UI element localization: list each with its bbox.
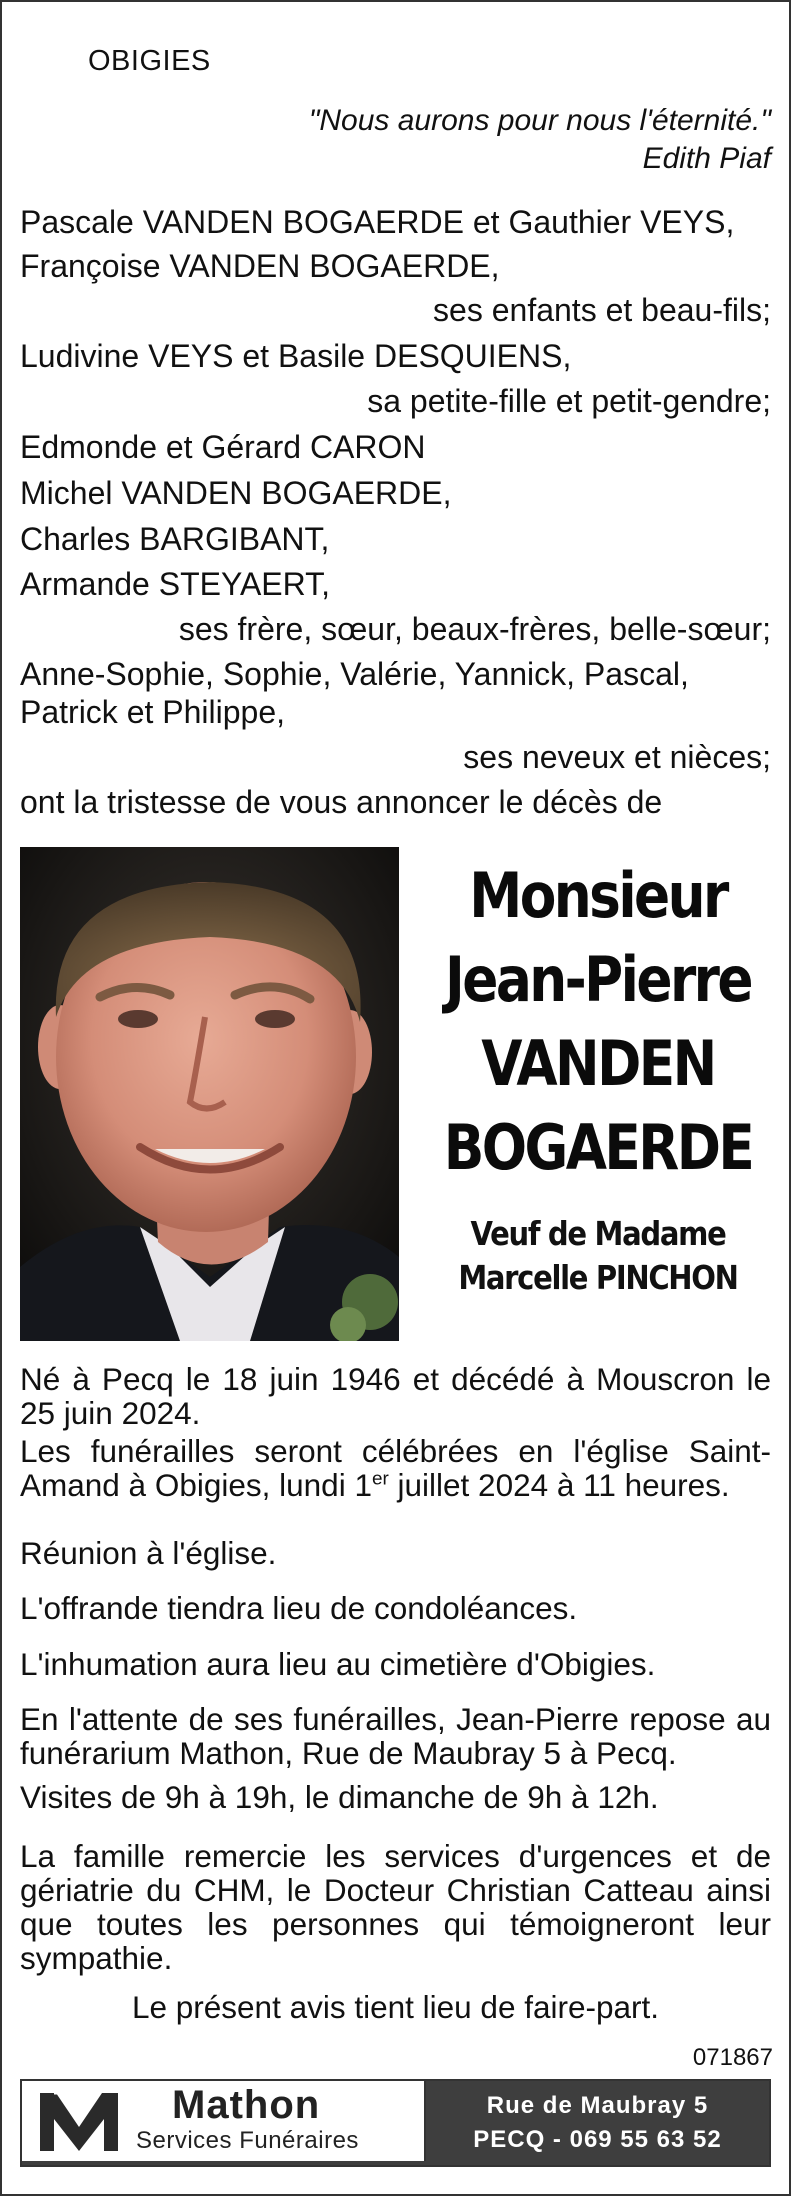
family-line: Anne-Sophie, Sophie, Valérie, Yannick, Pascal, [20, 656, 689, 692]
family-line: Patrick et Philippe, [20, 694, 286, 730]
quote-block [309, 102, 771, 178]
offering-paragraph: L'offrande tiendra lieu de condoléances. [20, 1590, 578, 1626]
thanks-paragraph: La famille remercie les services d'urgences et de gériatrie du CHM, le Docteur Christian Catteau ainsi que toutes les personnes qui témoigneront leur sympathie. [20, 1838, 771, 1976]
quote-text: "Nous aurons pour nous l'éternité." [308, 104, 771, 137]
funeral-home-banner [20, 2079, 771, 2167]
funeral-text-end: juillet 2024 à 11 heures. [388, 1467, 730, 1503]
funeral-superscript: er [371, 1468, 389, 1490]
widower-note [418, 1212, 778, 1300]
city-phone-line: PECQ - 069 55 63 52 [473, 2126, 722, 2153]
widower-line-1: Veuf de Madame [470, 1214, 726, 1253]
family-line: Pascale VANDEN BOGAERDE et Gauthier VEYS, [20, 204, 735, 240]
birth-death-paragraph: Né à Pecq le 18 juin 1946 et décédé à Mouscron le 25 juin 2024. [20, 1361, 771, 1431]
relation-line: ses enfants et beau-fils; [433, 292, 771, 328]
funeral-text: Les funérailles seront célébrées en l'église Saint-Amand à Obigies, lundi 1 [20, 1433, 771, 1503]
family-line: Michel VANDEN BOGAERDE, [20, 475, 452, 511]
quote-author: Edith Piaf [642, 142, 771, 175]
relation-line: sa petite-fille et petit-gendre; [367, 383, 771, 419]
widower-line-2: Marcelle PINCHON [458, 1258, 738, 1297]
m-logo-icon [34, 2089, 124, 2153]
funeral-home-logo [22, 2081, 426, 2161]
relation-line: ses neveux et nièces; [463, 739, 771, 775]
portrait-photo [20, 847, 399, 1341]
name-title: Monsieur [469, 859, 727, 932]
address-line: Rue de Maubray 5 [486, 2092, 709, 2119]
name-first: Jean-Pierre [445, 943, 751, 1016]
town-name: OBIGIES [88, 45, 211, 77]
reunion-paragraph: Réunion à l'église. [20, 1535, 277, 1571]
rest-paragraph: En l'attente de ses funérailles, Jean-Pierre repose au funérarium Mathon, Rue de Maubray 5 à Pecq. [20, 1701, 771, 1771]
portrait-illustration [20, 847, 399, 1341]
family-line: Charles BARGIBANT, [20, 521, 330, 557]
burial-paragraph: L'inhumation aura lieu au cimetière d'Obigies. [20, 1646, 656, 1682]
name-last-1: VANDEN [481, 1027, 715, 1100]
family-line: Edmonde et Gérard CARON [20, 429, 426, 465]
family-line: Armande STEYAERT, [20, 566, 331, 602]
relation-line: ses frère, sœur, beaux-frères, belle-sœur; [178, 611, 771, 647]
brand-name: Mathon [172, 2083, 321, 2127]
deceased-name [418, 854, 778, 1190]
reference-number: 071867 [692, 2044, 773, 2071]
funeral-paragraph [20, 1434, 771, 1502]
name-last-2: BOGAERDE [443, 1111, 753, 1184]
family-line: Françoise VANDEN BOGAERDE, [20, 248, 500, 284]
family-line: Ludivine VEYS et Basile DESQUIENS, [20, 338, 572, 374]
notice-paragraph: Le présent avis tient lieu de faire-part. [131, 1989, 660, 2025]
visits-paragraph: Visites de 9h à 19h, le dimanche de 9h à 12h. [20, 1779, 659, 1815]
contact-info [426, 2081, 769, 2165]
announcement-line: ont la tristesse de vous annoncer le décès de [20, 784, 663, 820]
brand-subtitle: Services Funéraires [136, 2127, 359, 2154]
